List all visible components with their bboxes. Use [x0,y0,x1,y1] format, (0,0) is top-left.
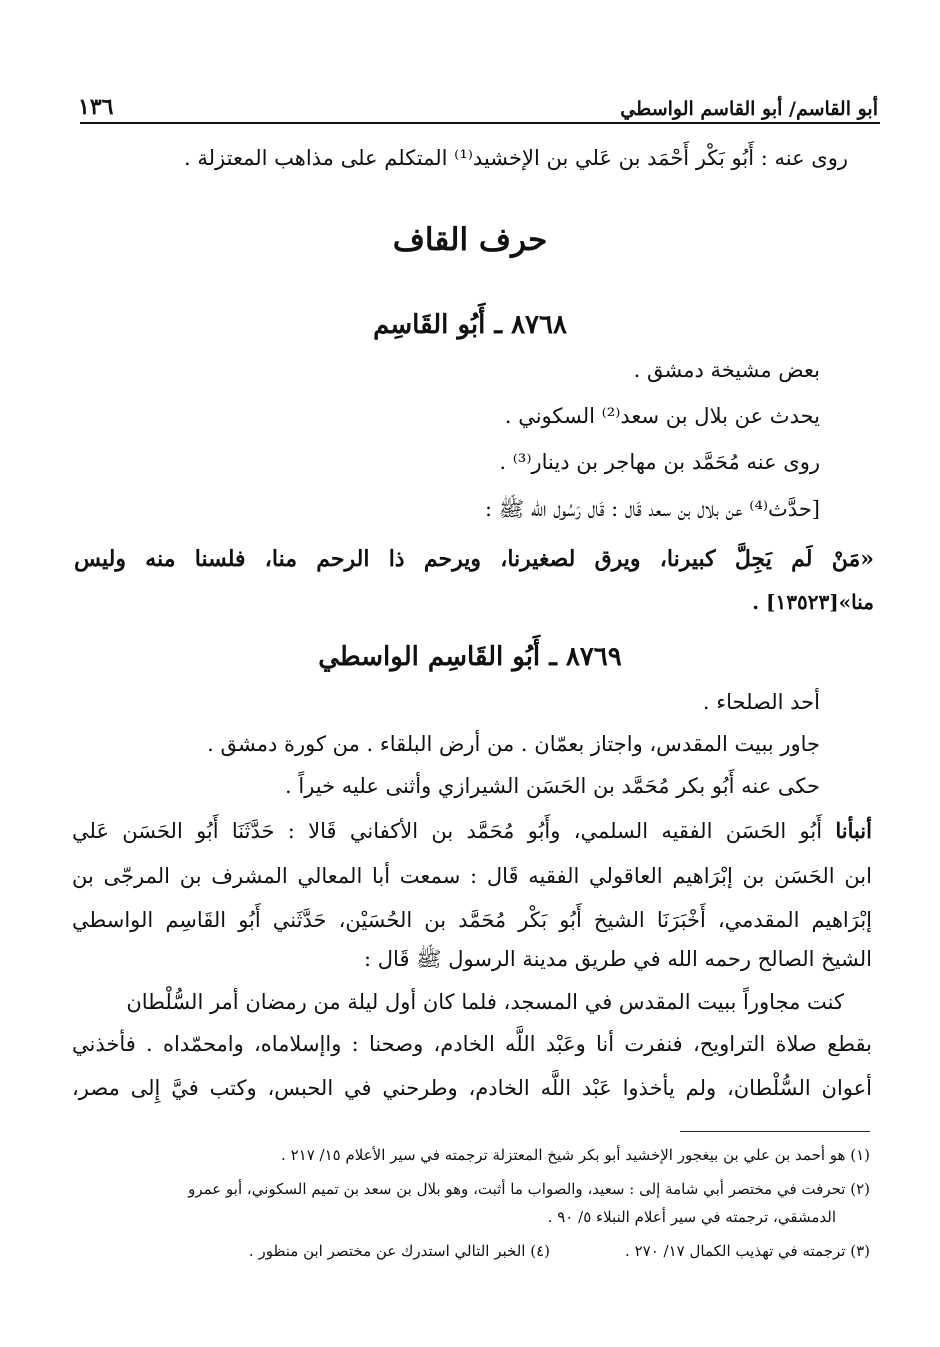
isnad-text: أَبُو الحَسَن الفقيه السلمي، وأَبُو مُحَمَّد بن الأكفاني قَالا : حَدَّثَنَا أَبُو الحَسَن عَلي [72,819,836,843]
page-number: ١٣٦ [78,94,114,120]
entry-line: روى عنه مُحَمَّد بن مهاجر بن دينار⁽³⁾ . [499,450,820,474]
footnote-continuation: الدمشقي، ترجمته في سير أعلام النبلاء ٥/ ٩٠ . [547,1208,836,1226]
footnote: (٤) الخبر التالي استدرك عن مختصر ابن منظور . [248,1242,550,1260]
entry-title: ٨٧٦٩ ـ أَبُو القَاسِم الواسطي [318,642,622,672]
footnote: (١) هو أحمد بن علي بن بيغجور الإخشيد أبو بكر شيخ المعتزلة ترجمته في سير الأعلام ١٥/ ٢١٧ . [281,1146,870,1164]
entry-line: أحد الصلحاء . [702,690,820,714]
body-line: بقطع صلاة التراويح، فنفرت أنا وعَبْد اللَّه الخادم، وصحنا : واإسلاماه، وامحمّداه . فأخذني [72,1032,872,1056]
isnad-line: الشيخ الصالح رحمه الله في طريق مدينة الرسول ﷺ قَال : [364,947,872,971]
isnad-line: ابن الحَسَن بن إبْرَاهيم العاقولي الفقيه قَال : سمعت أبا المعالي المشرف بن المرجّى بن [72,864,872,888]
entry-line: [حدَّث⁽⁴⁾ عن بلال بن سعد قَال : قَال رَسُول الله ﷺ : [485,497,820,521]
header-rule [80,122,880,124]
body-line: كنت مجاوراً ببيت المقدس في المسجد، فلما كان أول ليلة من رمضان أمر السُّلْطان [126,990,844,1014]
entry-title: ٨٧٦٨ ـ أَبُو القَاسِم [373,310,567,340]
intro-line: روى عنه : أَبُو بَكْر أَحْمَد بن عَلي بن الإخشيد⁽¹⁾ المتكلم على مذاهب المعتزلة . [184,146,848,170]
entry-line: جاور ببيت المقدس، واجتاز بعمّان . من أرض البلقاء . من كورة دمشق . [207,732,820,756]
entry-line: بعض مشيخة دمشق . [633,358,820,382]
isnad-line: إبْرَاهيم المقدمي، أَخْبَرَنَا الشيخ أَبُو بَكْر مُحَمَّد بن الحُسَيْن، حَدَّثَني أَبُو القَاسِم الواسطي [72,908,872,932]
footnote: (٣) ترجمته في تهذيب الكمال ١٧/ ٢٧٠ . [625,1242,870,1260]
entry-line: حكى عنه أَبُو بكر مُحَمَّد بن الحَسَن الشيرازي وأثنى عليه خيراً . [285,774,820,798]
entry-line: يحدث عن بلال بن سعد⁽²⁾ السكوني . [504,404,820,428]
page-header [78,86,878,120]
running-title: أبو القاسم/ أبو القاسم الواسطي [620,98,878,120]
footnote: (٢) تحرفت في مختصر أبي شامة إلى : سعيد، والصواب ما أثبت، وهو بلال بن سعد بن تميم السكوني، أبو عمرو [188,1180,870,1198]
body-line: أعوان السُّلْطان، ولم يأخذوا عَبْد اللَّه الخادم، وطرحني في الحبس، وكتب فيَّ إِلى مصر، [72,1076,872,1100]
isnad-line [72,818,872,843]
hadith-line: «مَنْ لَم يَجِلَّ كبيرنا، ويرق لصغيرنا، ويرحم ذا الرحم منا، فلسنا منه وليس [74,546,874,572]
anbaana-keyword: أنبأنا [835,818,872,843]
footnote-separator [680,1131,870,1132]
hadith-line: منا»[١٣٥٢٣] . [752,590,874,614]
section-heading: حرف القاف [392,222,548,258]
